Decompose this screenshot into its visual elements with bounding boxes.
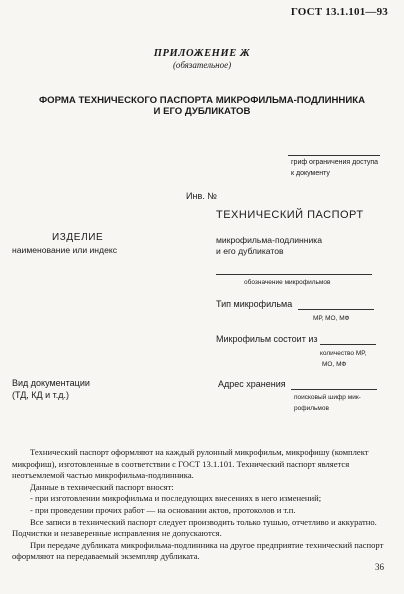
page-number: 36 bbox=[375, 562, 384, 572]
body-paragraph: Технический паспорт оформляют на каждый рулонный микрофильм, микрофишу (комплект микрофиш), изготовленные в соответствии с ГОСТ 13.1.101. Технический паспорт является неотъемлемой частью микрофильма-подлинника. bbox=[12, 447, 369, 481]
storage-address-caption-1: поисковый шифр мик- bbox=[294, 394, 361, 401]
document-title bbox=[0, 95, 404, 117]
microfilm-designation-caption: обозначение микрофильмов bbox=[244, 279, 331, 286]
inventory-number-label: Инв. № bbox=[186, 191, 217, 201]
body-list-item: - при проведении прочих работ — на основании актов, протоколов и т.п. bbox=[30, 504, 296, 515]
body-paragraph: Все записи в технический паспорт следует производить только тушью, отчетливо и аккуратно. Подчистки и незаверенные исправления не допускаются. bbox=[12, 516, 377, 539]
microfilm-designation-line bbox=[216, 274, 372, 275]
appendix-title: ПРИЛОЖЕНИЕ Ж bbox=[153, 48, 251, 59]
microfilm-consists-line bbox=[320, 344, 376, 345]
passport-title: ТЕХНИЧЕСКИЙ ПАСПОРТ bbox=[216, 209, 364, 221]
microfilm-type-label: Тип микрофильма bbox=[216, 299, 293, 309]
document-code: ГОСТ 13.1.101—93 bbox=[290, 6, 388, 18]
microfilm-original-line-2: и его дубликатов bbox=[216, 246, 284, 256]
documentation-type-label-1: Вид документации bbox=[12, 378, 90, 388]
microfilm-consists-caption-2: МО, МФ bbox=[322, 361, 347, 368]
body-list-item: - при изготовлении микрофильма и последующих внесениях в него изменений; bbox=[30, 493, 322, 504]
microfilm-type-line bbox=[298, 309, 374, 310]
document-title-line-1: ФОРМА ТЕХНИЧЕСКОГО ПАСПОРТА МИКРОФИЛЬМА-ПОДЛИННИКА bbox=[38, 95, 366, 106]
microfilm-original-line-1: микрофильма-подлинника bbox=[216, 235, 323, 245]
access-restriction-line bbox=[288, 155, 380, 156]
product-label: ИЗДЕЛИЕ bbox=[52, 232, 104, 243]
microfilm-consists-caption-1: количество МР, bbox=[320, 350, 367, 357]
appendix-subtitle: (обязательное) bbox=[172, 60, 232, 70]
product-caption: наименование или индекс bbox=[12, 245, 117, 255]
access-restriction-caption-2: к документу bbox=[291, 170, 330, 177]
documentation-type-label-2: (ТД, КД и т.д.) bbox=[12, 390, 70, 400]
storage-address-caption-2: рофильмов bbox=[294, 405, 329, 412]
storage-address-line bbox=[291, 389, 377, 390]
document-title-line-2: И ЕГО ДУБЛИКАТОВ bbox=[153, 106, 251, 117]
microfilm-consists-label: Микрофильм состоит из bbox=[216, 334, 318, 344]
microfilm-type-caption: МР, МО, МФ bbox=[313, 315, 350, 322]
body-paragraph: Данные в технический паспорт вносят: bbox=[30, 481, 174, 492]
body-text bbox=[12, 447, 386, 563]
access-restriction-caption-1: гриф ограничения доступа bbox=[291, 159, 379, 166]
storage-address-label: Адрес хранения bbox=[218, 379, 286, 389]
body-paragraph: При передаче дубликата микрофильма-подлинника на другое предприятие технический паспорт оформляют на передаваемый экземпляр дубликата. bbox=[12, 539, 384, 562]
